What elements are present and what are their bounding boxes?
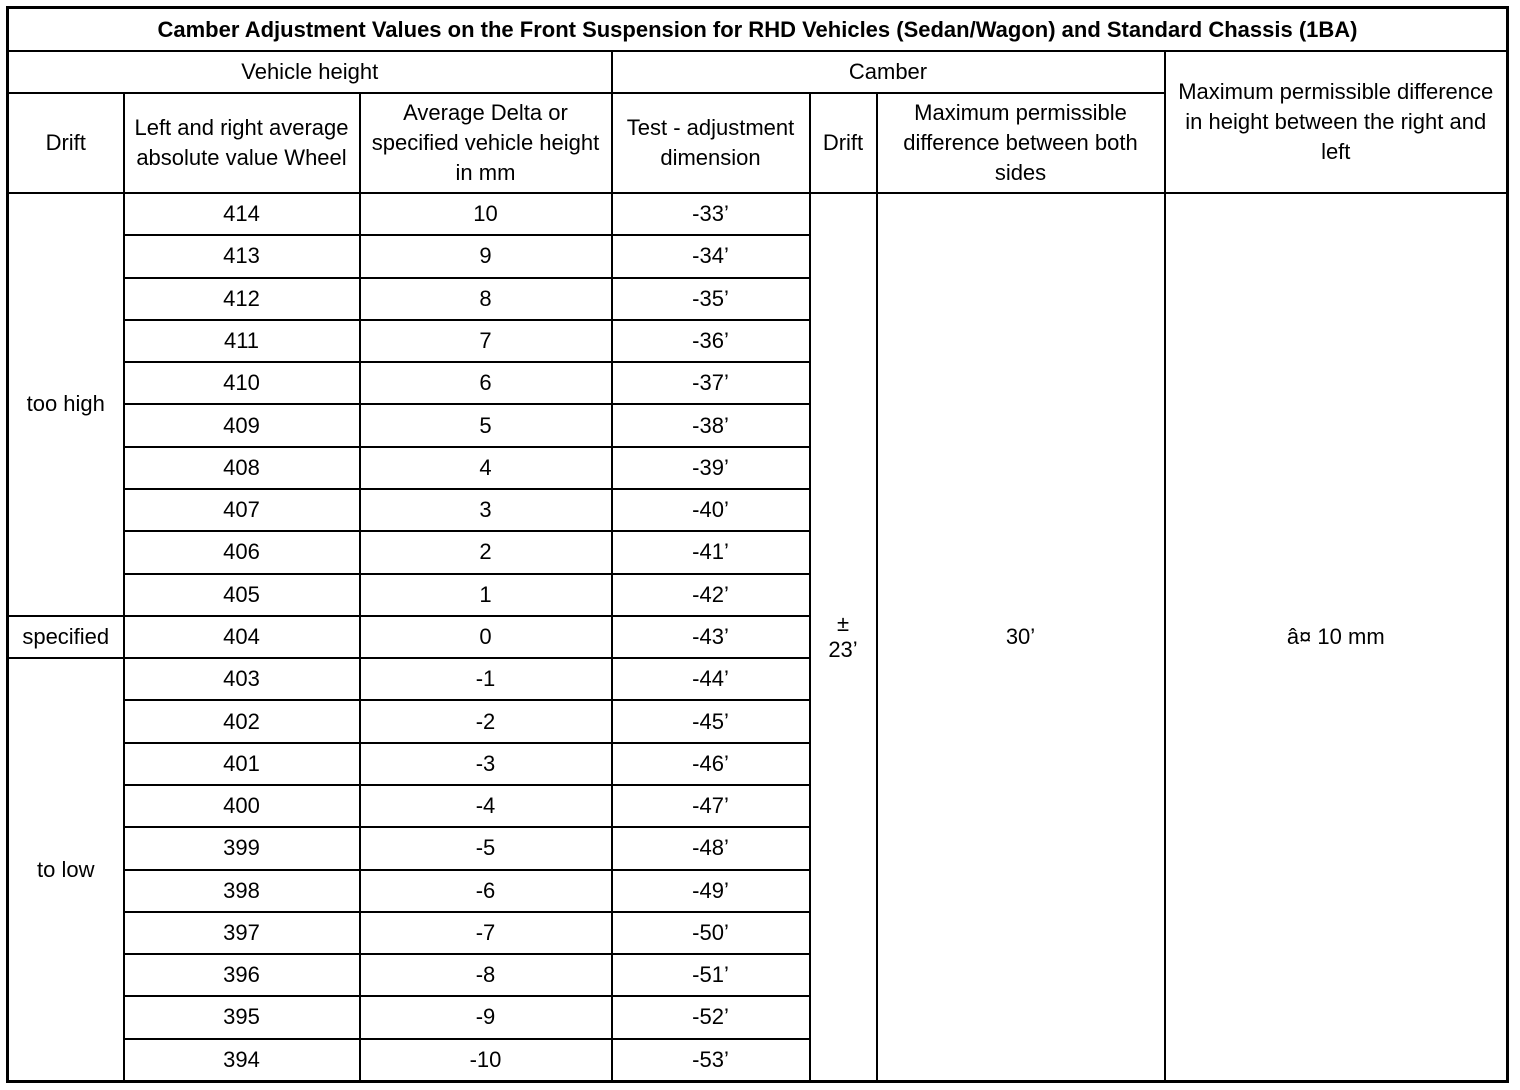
wheel-value-cell: 400 <box>124 785 360 827</box>
test-dimension-cell: -34’ <box>612 235 810 277</box>
wheel-value-cell: 399 <box>124 827 360 869</box>
test-dimension-cell: -48’ <box>612 827 810 869</box>
test-dimension-cell: -50’ <box>612 912 810 954</box>
test-dimension-cell: -37’ <box>612 362 810 404</box>
max-height-diff-value: â¤ 10 mm <box>1165 193 1508 1082</box>
avg-delta-cell: 5 <box>360 404 612 446</box>
avg-delta-cell: 4 <box>360 447 612 489</box>
camber-header: Camber <box>612 51 1165 93</box>
test-dimension-cell: -38’ <box>612 404 810 446</box>
wheel-value-cell: 403 <box>124 658 360 700</box>
wheel-value-cell: 404 <box>124 616 360 658</box>
drift-label-too-high: too high <box>8 193 124 616</box>
test-dimension-cell: -45’ <box>612 700 810 742</box>
test-dimension-cell: -35’ <box>612 278 810 320</box>
test-dimension-cell: -41’ <box>612 531 810 573</box>
avg-delta-cell: -3 <box>360 743 612 785</box>
test-dimension-cell: -40’ <box>612 489 810 531</box>
avg-delta-cell: -10 <box>360 1039 612 1082</box>
wheel-value-cell: 395 <box>124 996 360 1038</box>
drift-label-to-low: to low <box>8 658 124 1081</box>
test-dimension-cell: -46’ <box>612 743 810 785</box>
avg-delta-cell: -6 <box>360 870 612 912</box>
wheel-value-cell: 410 <box>124 362 360 404</box>
wheel-value-cell: 402 <box>124 700 360 742</box>
avg-delta-cell: 6 <box>360 362 612 404</box>
avg-delta-cell: 1 <box>360 574 612 616</box>
wheel-value-cell: 405 <box>124 574 360 616</box>
avg-delta-header: Average Delta or specified vehicle height in mm <box>360 93 612 193</box>
table-body <box>8 193 1508 1082</box>
avg-delta-cell: 8 <box>360 278 612 320</box>
wheel-value-cell: 414 <box>124 193 360 235</box>
drift-header: Drift <box>8 93 124 193</box>
avg-delta-cell: -8 <box>360 954 612 996</box>
wheel-value-cell: 413 <box>124 235 360 277</box>
test-dimension-cell: -53’ <box>612 1039 810 1082</box>
avg-delta-cell: 7 <box>360 320 612 362</box>
wheel-value-cell: 406 <box>124 531 360 573</box>
max-height-diff-header: Maximum permissible difference in height between the right and left <box>1165 51 1508 193</box>
wheel-value-cell: 396 <box>124 954 360 996</box>
camber-adjustment-table <box>6 6 1509 1083</box>
avg-delta-cell: 3 <box>360 489 612 531</box>
avg-delta-cell: 9 <box>360 235 612 277</box>
test-dimension-cell: -49’ <box>612 870 810 912</box>
test-dimension-cell: -47’ <box>612 785 810 827</box>
wheel-value-cell: 394 <box>124 1039 360 1082</box>
vehicle-height-header: Vehicle height <box>8 51 612 93</box>
wheel-value-cell: 408 <box>124 447 360 489</box>
drift-label-specified: specified <box>8 616 124 658</box>
wheel-value-cell: 397 <box>124 912 360 954</box>
avg-delta-cell: -7 <box>360 912 612 954</box>
avg-delta-cell: 10 <box>360 193 612 235</box>
test-dimension-cell: -44’ <box>612 658 810 700</box>
wheel-value-cell: 398 <box>124 870 360 912</box>
test-dimension-cell: -51’ <box>612 954 810 996</box>
test-dimension-cell: -43’ <box>612 616 810 658</box>
avg-delta-cell: -4 <box>360 785 612 827</box>
wheel-value-cell: 407 <box>124 489 360 531</box>
table-row <box>8 193 1508 235</box>
wheel-value-cell: 411 <box>124 320 360 362</box>
avg-delta-cell: 2 <box>360 531 612 573</box>
max-diff-sides-value: 30’ <box>877 193 1165 1082</box>
avg-delta-cell: -9 <box>360 996 612 1038</box>
camber-drift-value: ± 23’ <box>810 193 877 1082</box>
test-dimension-header: Test - adjustment dimension <box>612 93 810 193</box>
wheel-value-cell: 409 <box>124 404 360 446</box>
wheel-value-header: Left and right average absolute value Wheel <box>124 93 360 193</box>
test-dimension-cell: -42’ <box>612 574 810 616</box>
test-dimension-cell: -52’ <box>612 996 810 1038</box>
test-dimension-cell: -39’ <box>612 447 810 489</box>
wheel-value-cell: 401 <box>124 743 360 785</box>
wheel-value-cell: 412 <box>124 278 360 320</box>
max-diff-sides-header: Maximum permissible difference between both sides <box>877 93 1165 193</box>
avg-delta-cell: -2 <box>360 700 612 742</box>
table-title: Camber Adjustment Values on the Front Suspension for RHD Vehicles (Sedan/Wagon) and Standard Chassis (1BA) <box>8 8 1508 52</box>
avg-delta-cell: -1 <box>360 658 612 700</box>
test-dimension-cell: -36’ <box>612 320 810 362</box>
test-dimension-cell: -33’ <box>612 193 810 235</box>
avg-delta-cell: 0 <box>360 616 612 658</box>
avg-delta-cell: -5 <box>360 827 612 869</box>
camber-drift-header: Drift <box>810 93 877 193</box>
